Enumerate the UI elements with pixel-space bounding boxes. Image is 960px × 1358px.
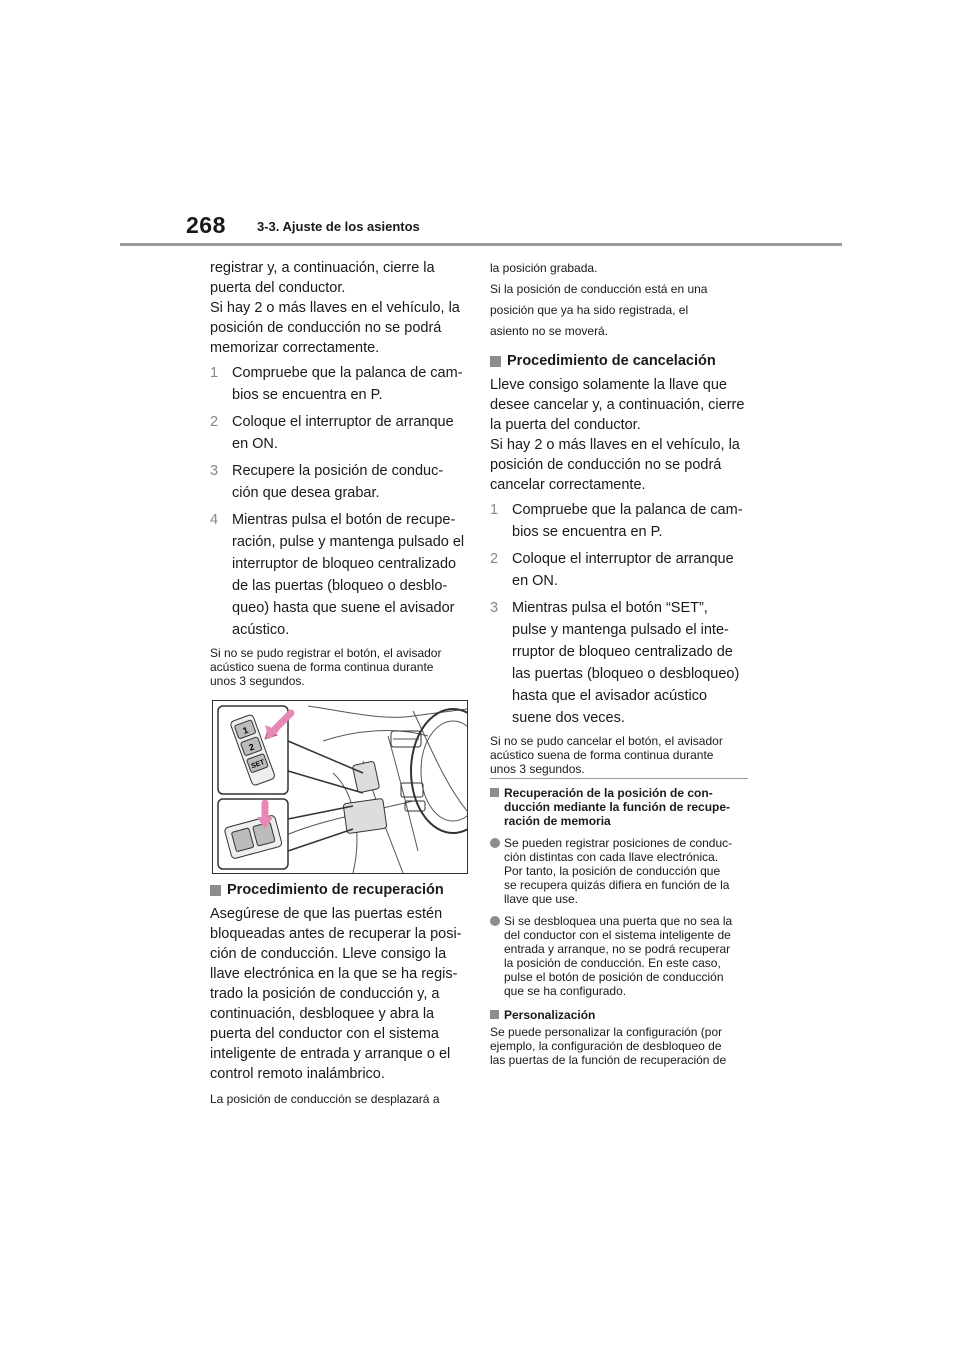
recovery-heading	[210, 880, 472, 900]
step-item	[490, 548, 752, 592]
illustration-svg	[213, 701, 467, 873]
text-line: puerta del conductor con el sistema	[210, 1026, 439, 1042]
text-line: pulse y mantenga pulsado el inte-	[512, 622, 729, 638]
bullet-text	[504, 914, 732, 998]
text-line: Se pueden registrar posiciones de conduc-	[504, 836, 733, 850]
text-line: de las puertas (bloqueo o desblo-	[232, 578, 448, 594]
memory-recall-heading	[490, 786, 752, 828]
seat-memory-illustration	[212, 700, 468, 874]
heading-text	[504, 786, 730, 828]
note-paragraph	[210, 646, 472, 688]
text-line: Si la posición de conducción está en una	[490, 282, 708, 296]
step-number: 1	[210, 365, 219, 381]
heading-text: Personalización	[504, 1008, 596, 1022]
text-line: rruptor de bloqueo centralizado de	[512, 644, 733, 660]
text-line: Coloque el interruptor de arranque	[232, 414, 454, 430]
text-line: Si se desbloquea una puerta que no sea la	[504, 914, 733, 928]
text-line: del conductor con el sistema inteligente de	[504, 928, 731, 942]
text-line: memorizar correctamente.	[210, 340, 380, 356]
text-line: Lleve consigo solamente la llave que	[490, 377, 727, 393]
right-column	[490, 258, 752, 776]
memory-button-2-label: 2	[247, 741, 256, 753]
text-line: ducción mediante la función de recupe-	[504, 800, 731, 814]
step-number: 3	[490, 600, 499, 616]
page-number: 268	[186, 212, 226, 238]
text-line: inteligente de entrada y arranque o el	[210, 1046, 451, 1062]
text-line: bios se encuentra en P.	[512, 524, 663, 540]
notes-section	[490, 786, 752, 1067]
step-text	[232, 362, 472, 406]
header-divider	[120, 243, 842, 246]
text-line: control remoto inalámbrico.	[210, 1066, 385, 1082]
heading-text: Procedimiento de recuperación	[227, 882, 444, 898]
step-text	[512, 548, 752, 592]
cancel-heading	[490, 351, 752, 371]
text-line: la posición de conducción. En este caso,	[504, 956, 721, 970]
text-line: hasta que el avisador acústico	[512, 688, 708, 704]
note-paragraph	[490, 734, 752, 776]
top-paragraph	[490, 258, 752, 342]
text-line: interruptor de bloqueo centralizado	[232, 556, 457, 572]
text-line: Coloque el interruptor de arranque	[512, 551, 734, 567]
step-list	[210, 362, 472, 641]
customization-heading	[490, 1008, 752, 1022]
text-line: en ON.	[232, 436, 278, 452]
text-line: Compruebe que la palanca de cam-	[512, 502, 743, 518]
left-column	[210, 258, 472, 688]
step-list	[490, 499, 752, 729]
text-line: entrada y arranque, no se podrá recuperar	[504, 942, 731, 956]
text-line: ción distintas con cada llave electrónica.	[504, 850, 719, 864]
text-line: las puertas de la función de recuperación de	[490, 1053, 727, 1067]
text-line: desee cancelar y, a continuación, cierre	[490, 397, 745, 413]
recovery-section	[210, 880, 472, 1106]
text-line: registrar y, a continuación, cierre la	[210, 260, 435, 276]
text-line: Se puede personalizar la configuración (por	[490, 1025, 723, 1039]
section-title: 3-3. Ajuste de los asientos	[257, 219, 420, 234]
notes-divider	[490, 778, 748, 779]
text-line: acústico suena de forma continua durante	[210, 660, 434, 674]
set-button-label: SET	[250, 759, 266, 771]
text-line: Si hay 2 o más llaves en el vehículo, la	[490, 437, 740, 453]
text-line: acústico.	[232, 622, 290, 638]
step-item	[210, 411, 472, 455]
step-text	[512, 597, 752, 729]
step-text	[232, 460, 472, 504]
square-bullet-icon	[490, 1010, 499, 1019]
text-line: Recuperación de la posición de con-	[504, 786, 713, 800]
text-line: acústico suena de forma continua durante	[490, 748, 714, 762]
text-line: llave que use.	[504, 892, 579, 906]
text-line: Por tanto, la posición de conducción que	[504, 864, 721, 878]
text-line: cancelar correctamente.	[490, 477, 646, 493]
text-line: posición que ya ha sido registrada, el	[490, 303, 689, 317]
text-line: unos 3 segundos.	[210, 674, 305, 688]
text-line: trado la posición de conducción y, a	[210, 986, 440, 1002]
text-line: ejemplo, la configuración de desbloqueo de	[490, 1039, 722, 1053]
step-number: 1	[490, 502, 499, 518]
text-line: posición de conducción no se podrá	[490, 457, 722, 473]
step-number: 3	[210, 463, 219, 479]
cancel-paragraph	[490, 375, 752, 495]
text-line: bios se encuentra en P.	[232, 387, 383, 403]
text-line: bloqueadas antes de recuperar la posi-	[210, 926, 462, 942]
text-line: posición de conducción no se podrá	[210, 320, 442, 336]
text-line: pulse el botón de posición de conducción	[504, 970, 724, 984]
step-item	[210, 509, 472, 641]
text-line: que se ha configurado.	[504, 984, 627, 998]
square-bullet-icon	[490, 356, 501, 367]
step-text	[512, 499, 752, 543]
step-item	[210, 362, 472, 406]
text-line: ración de memoria	[504, 814, 611, 828]
text-line: Si hay 2 o más llaves en el vehículo, la	[210, 300, 460, 316]
text-line: ración, pulse y mantenga pulsado el	[232, 534, 465, 550]
text-line: puerta del conductor.	[210, 280, 346, 296]
step-number: 4	[210, 512, 219, 528]
text-line: ción que desea grabar.	[232, 485, 380, 501]
text-line: Compruebe que la palanca de cam-	[232, 365, 463, 381]
heading-text: Procedimiento de cancelación	[507, 353, 716, 369]
recovery-paragraph	[210, 904, 472, 1084]
square-bullet-icon	[210, 885, 221, 896]
text-line: se recupera quizás difiera en función de la	[504, 878, 730, 892]
step-text	[232, 509, 472, 641]
text-line: la posición grabada.	[490, 261, 598, 275]
text-line: Recupere la posición de conduc-	[232, 463, 444, 479]
text-line: llave electrónica en la que se ha regis-	[210, 966, 458, 982]
text-line: en ON.	[512, 573, 558, 589]
text-line: queo) hasta que suene el avisador	[232, 600, 455, 616]
step-number: 2	[490, 551, 499, 567]
step-item	[210, 460, 472, 504]
text-line: las puertas (bloqueo o desbloqueo)	[512, 666, 740, 682]
recovery-small-text: La posición de conducción se desplazará a	[210, 1092, 440, 1106]
memory-button-1-label: 1	[241, 724, 250, 736]
circle-bullet-icon	[490, 916, 500, 926]
text-line: continuación, desbloquee y abra la	[210, 1006, 435, 1022]
text-line: Mientras pulsa el botón de recupe-	[232, 512, 456, 528]
text-line: Si no se pudo registrar el botón, el avisador	[210, 646, 442, 660]
text-line: unos 3 segundos.	[490, 762, 585, 776]
circle-bullet-icon	[490, 838, 500, 848]
customization-paragraph	[490, 1025, 752, 1067]
text-line: ción de conducción. Lleve consigo la	[210, 946, 447, 962]
step-number: 2	[210, 414, 219, 430]
step-item	[490, 597, 752, 729]
text-line: la puerta del conductor.	[490, 417, 641, 433]
text-line: Mientras pulsa el botón “SET”,	[512, 600, 708, 616]
list-item	[490, 836, 752, 906]
text-line: suene dos veces.	[512, 710, 625, 726]
bullet-text	[504, 836, 732, 906]
intro-paragraph	[210, 258, 472, 358]
text-line: Si no se pudo cancelar el botón, el avisador	[490, 734, 723, 748]
step-text	[232, 411, 472, 455]
step-item	[490, 499, 752, 543]
text-line: asiento no se moverá.	[490, 324, 609, 338]
text-line: Asegúrese de que las puertas estén	[210, 906, 443, 922]
square-bullet-icon	[490, 788, 499, 797]
list-item	[490, 914, 752, 998]
